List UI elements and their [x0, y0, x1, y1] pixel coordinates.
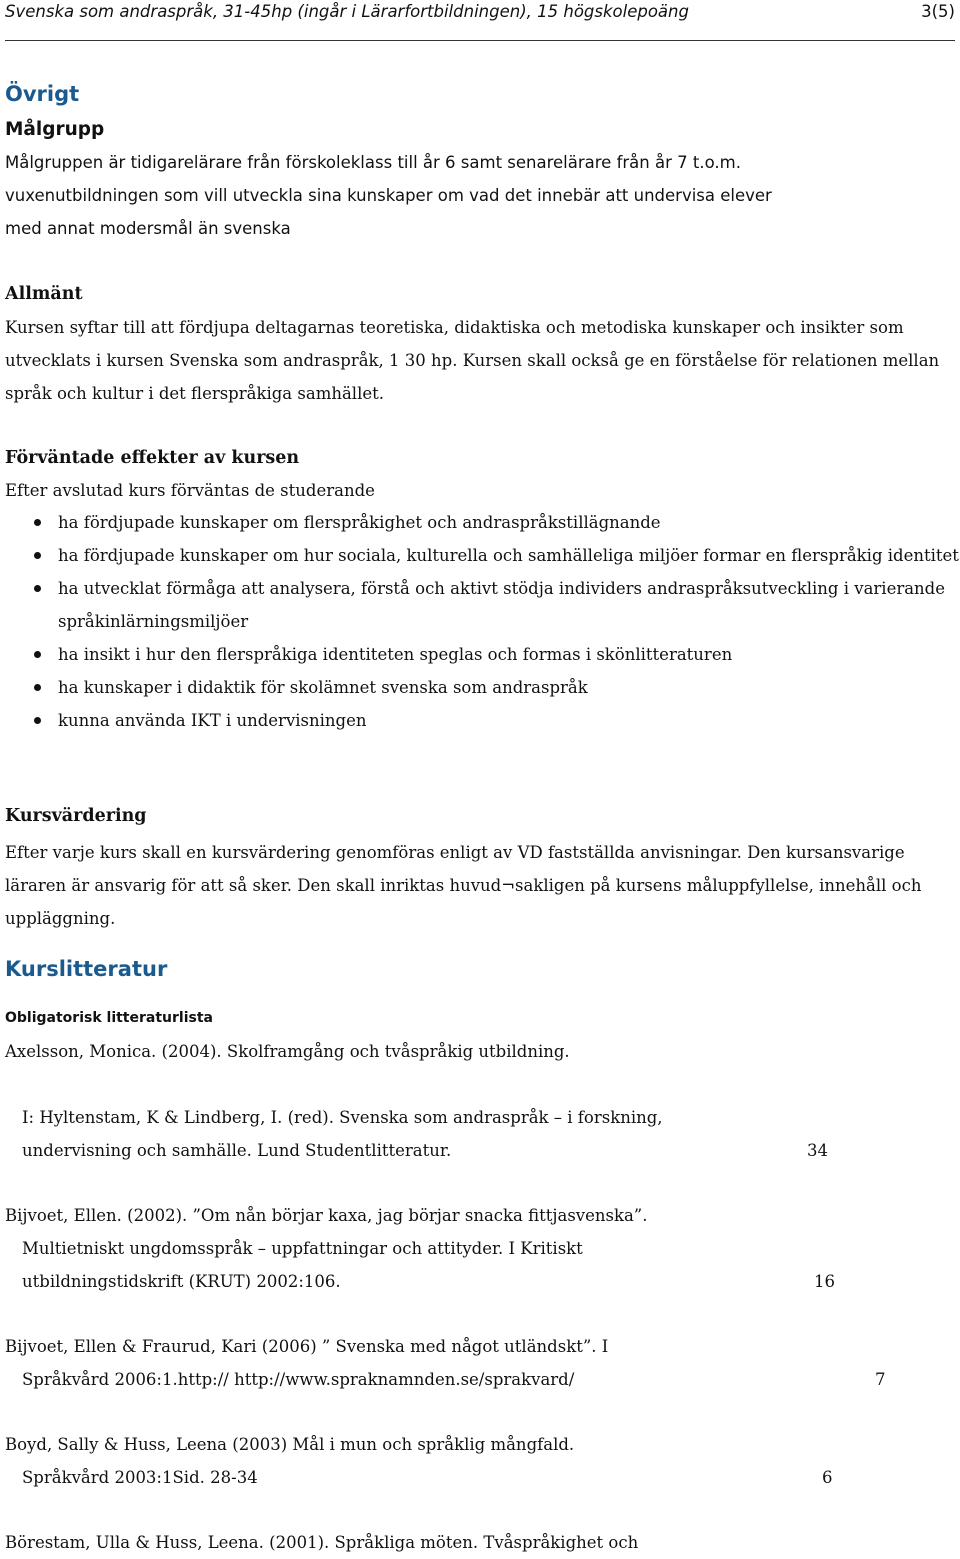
bullet-dot — [34, 552, 41, 559]
bullet-dot — [34, 717, 41, 724]
bullet-dot — [34, 519, 41, 526]
page-header — [5, 2, 955, 26]
subheading-litteraturlista: Obligatorisk litteraturlista — [5, 1010, 213, 1026]
kursvardering-text: Efter varje kurs skall en kursvärdering genomföras enligt av VD fastställda anvisningar. Den kursansvarige läraren är ansvarig för att så sker. Den skall inriktas huvud¬sakligen på kursens måluppfyllelse, innehåll och uppläggning. — [5, 843, 922, 928]
reference-pages: 6 — [822, 1468, 833, 1487]
reference-pages: 34 — [807, 1141, 828, 1160]
malgrupp-text: Målgruppen är tidigarelärare från förskoleklass till år 6 samt senarelärare från år 7 t.o.m. vuxenutbildningen som vill utveckla sina kunskaper om vad det innebär att undervisa elever med annat modersmål än svenska — [5, 153, 772, 238]
heading-allmant: Allmänt — [5, 284, 83, 304]
reference-boyd-huss: Boyd, Sally & Huss, Leena (2003) Mål i mun och språklig mångfald. Språkvård 2003:1Sid. 28-34 6 — [0, 1428, 960, 1494]
reference-borestam-huss: Börestam, Ulla & Huss, Leena. (2001). Språkliga möten. Tvåspråkighet och — [5, 1533, 639, 1552]
effekter-intro: Efter avslutad kurs förväntas de studerande — [5, 481, 375, 500]
reference-pages: 16 — [814, 1272, 835, 1291]
heading-ovrigt: Övrigt — [5, 82, 80, 106]
list-item: ha kunskaper i didaktik för skolämnet svenska som andraspråk — [0, 671, 960, 704]
reference-bijvoet-fraurud: Bijvoet, Ellen & Fraurud, Kari (2006) ” Svenska med något utländskt”. I Språkvård 2006:1.http:// http://www.spraknamnden.se/sprakvard/ 7 — [0, 1330, 960, 1396]
list-item: ha fördjupade kunskaper om hur sociala, kulturella och samhälleliga miljöer formar en flerspråkig identitet — [0, 539, 960, 572]
list-item: ha utvecklat förmåga att analysera, förstå och aktivt stödja individers andraspråksutveckling i varierande språkinlärningsmiljöer — [0, 572, 960, 638]
bullet-dot — [34, 684, 41, 691]
list-item: ha insikt i hur den flerspråkiga identiteten speglas och formas i skönlitteraturen — [0, 638, 960, 671]
header-rule — [5, 40, 955, 41]
list-item: ha fördjupade kunskaper om flerspråkighet och andraspråkstillägnande — [0, 506, 960, 539]
reference-pages: 7 — [875, 1370, 886, 1389]
allmant-text: Kursen syftar till att fördjupa deltagarnas teoretiska, didaktiska och metodiska kunskaper och insikter som utvecklats i kursen Svenska som andraspråk, 1 30 hp. Kursen skall också ge en förståelse för relationen mellan språk och kultur i det flerspråkiga samhället. — [5, 318, 940, 403]
reference-axelsson: Axelsson, Monica. (2004). Skolframgång och tvåspråkig utbildning. I: Hyltenstam, K & Lindberg, I. (red). Svenska som andraspråk – i forskning, undervisning och samhälle. Lund Studentlitteratur. 34 — [0, 1035, 960, 1167]
heading-malgrupp: Målgrupp — [5, 119, 105, 140]
reference-bijvoet-2002: Bijvoet, Ellen. (2002). ”Om nån börjar kaxa, jag börjar snacka fittjasvenska”. Multietniskt ungdomsspråk – uppfattningar och attityder. I Kritiskt utbildningstidskrift (KRUT) 2002:106. 16 — [0, 1199, 960, 1298]
heading-kursvardering: Kursvärdering — [5, 806, 147, 826]
header-title: Svenska som andraspråk, 31-45hp (ingår i Lärarfortbildningen), 15 högskolepoäng — [5, 2, 689, 21]
header-page-number: 3(5) — [921, 2, 955, 21]
effekter-list — [0, 506, 960, 737]
bullet-dot — [34, 651, 41, 658]
bullet-dot — [34, 585, 41, 592]
heading-effekter: Förväntade effekter av kursen — [5, 448, 300, 468]
heading-kurslitteratur: Kurslitteratur — [5, 957, 168, 981]
list-item: kunna använda IKT i undervisningen — [0, 704, 960, 737]
